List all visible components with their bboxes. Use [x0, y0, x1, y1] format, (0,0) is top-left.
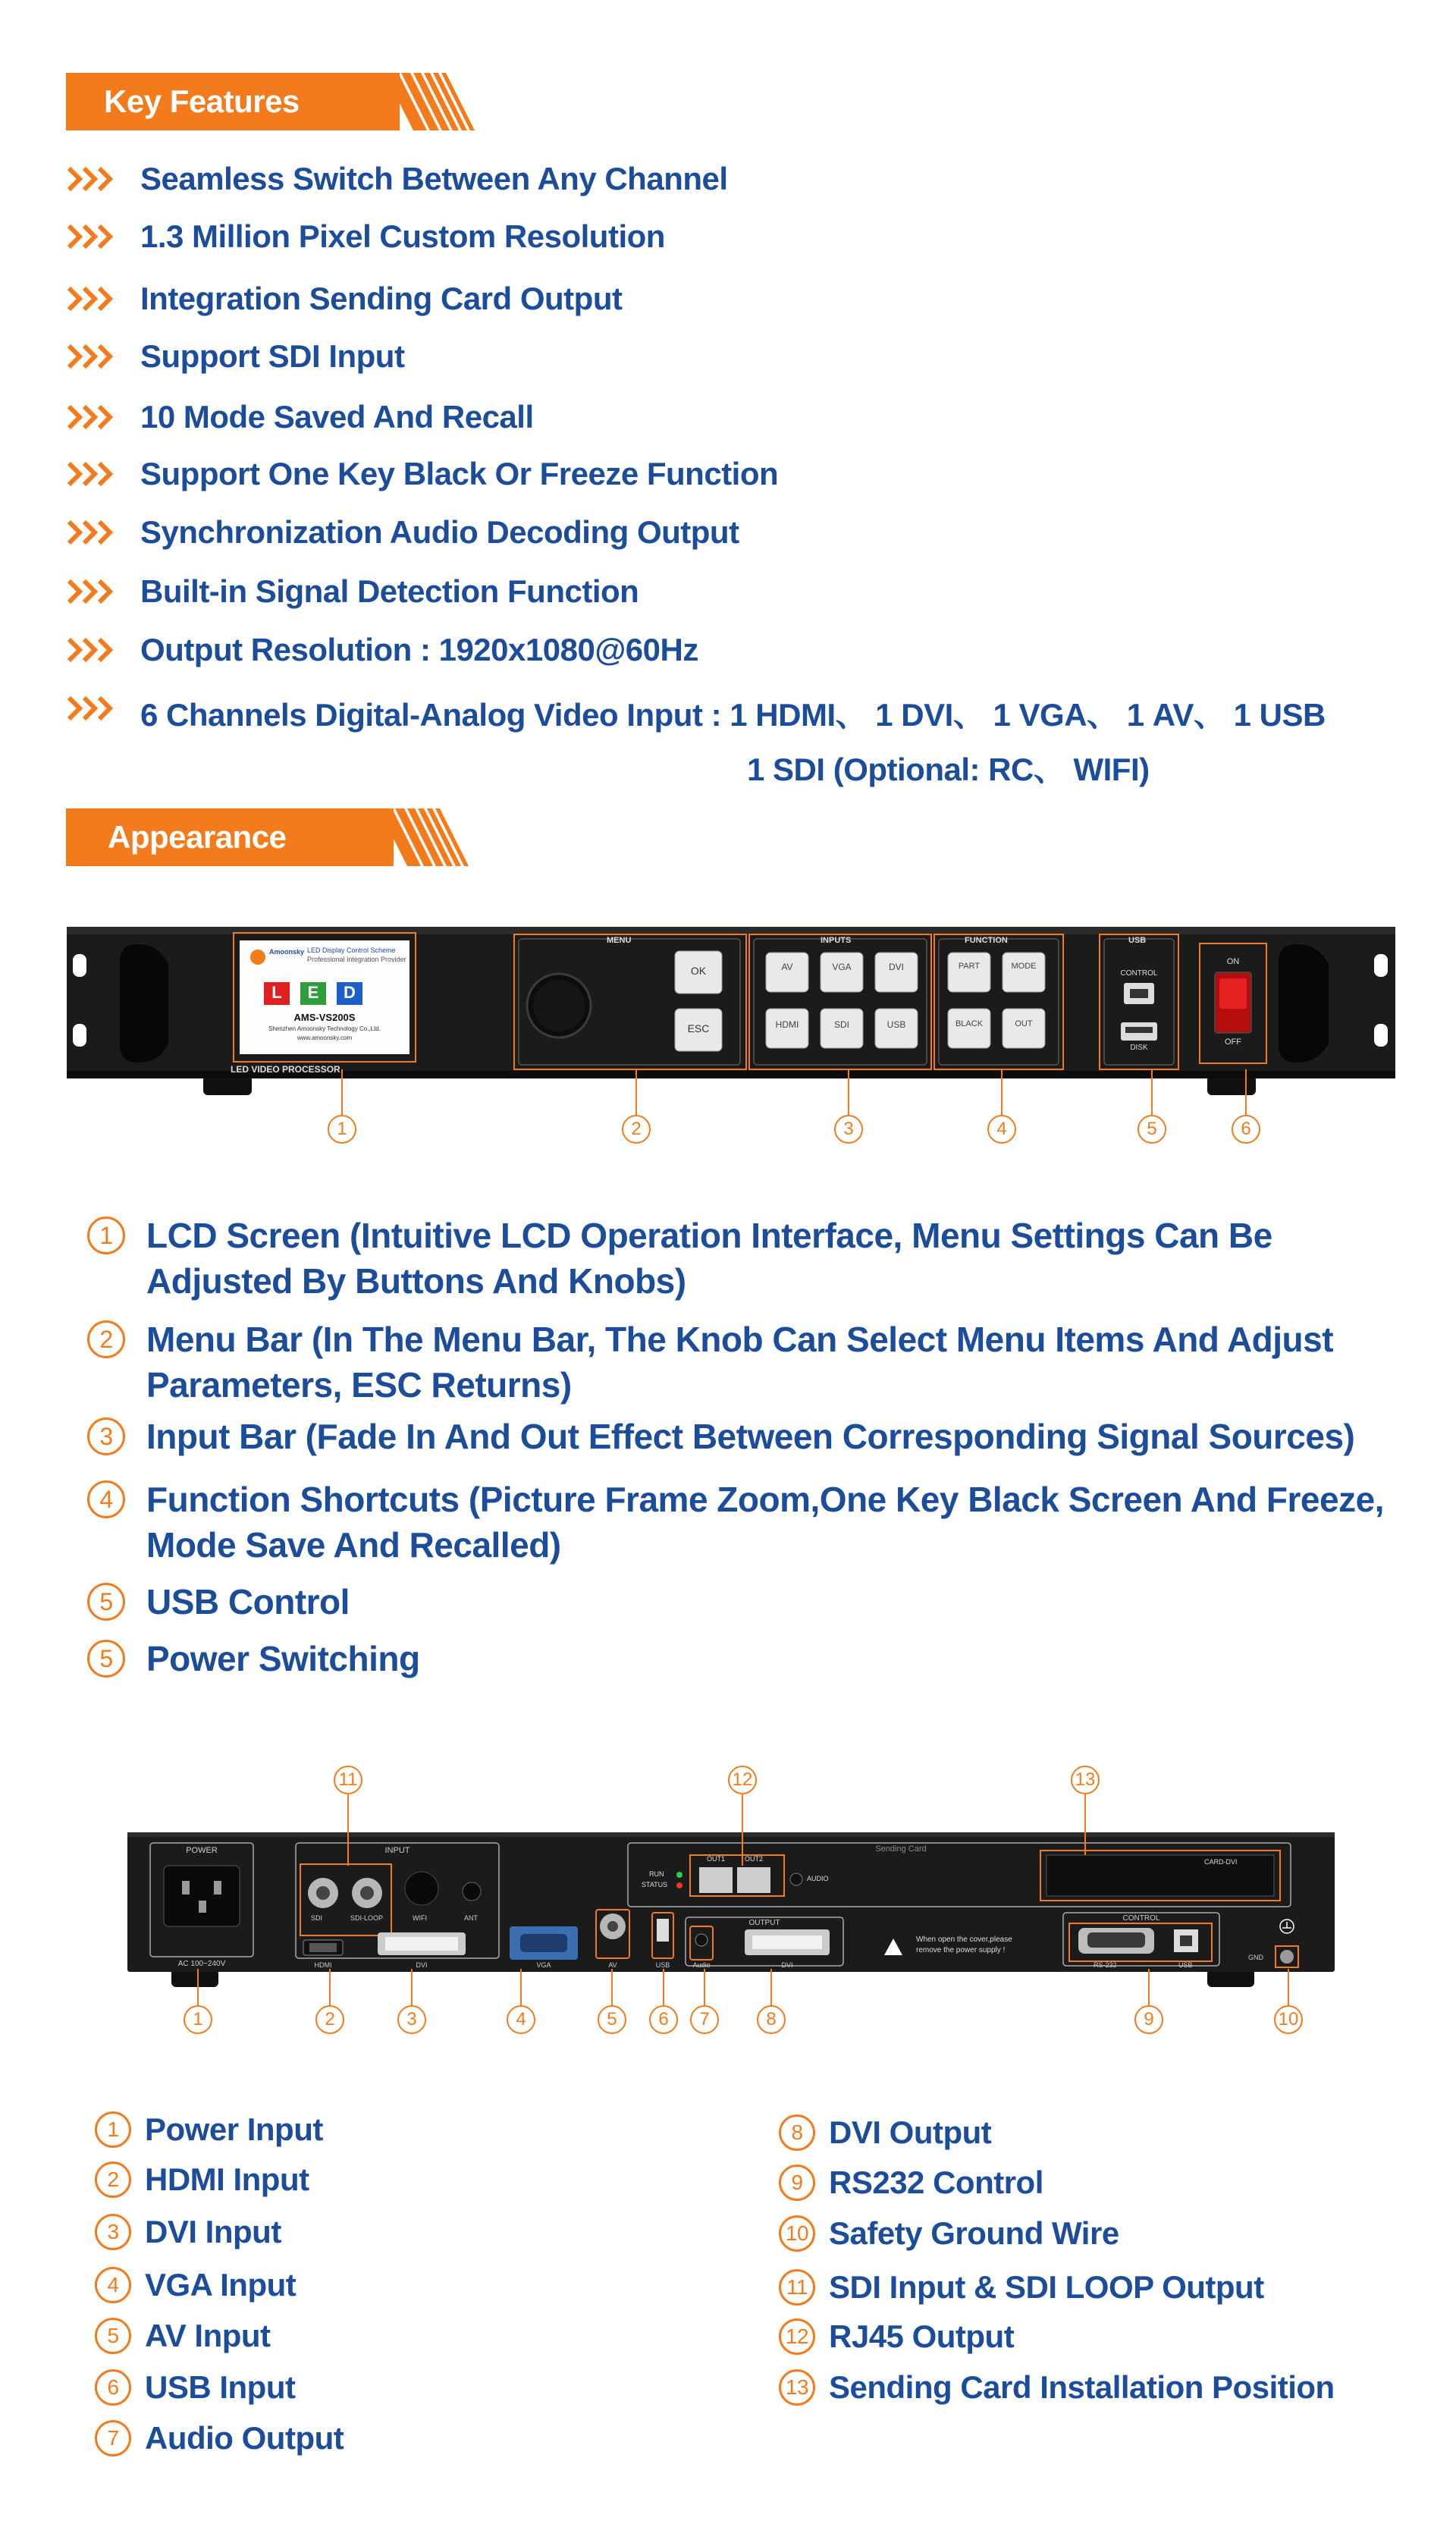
chevron-right-icon: [66, 519, 116, 546]
ok-key[interactable]: OK: [690, 965, 707, 977]
chevron-right-icon: [66, 695, 116, 722]
legend-text: SDI Input & SDI LOOP Output: [829, 2269, 1264, 2305]
header-stripes: [384, 73, 521, 130]
callout-7: 7: [690, 2005, 719, 2034]
legend-line1: LCD Screen (Intuitive LCD Operation Interface, Menu Settings Can Be: [146, 1216, 1272, 1255]
rear-sending-card: Sending Card: [875, 1844, 927, 1854]
lcd-web: www.amoonsky.com: [297, 1034, 353, 1041]
legend-text: USB Input: [145, 2369, 296, 2405]
legend-number: 5: [87, 1640, 125, 1678]
callout-5: 5: [1138, 1115, 1166, 1144]
rear-panel: [0, 1744, 1456, 2063]
callout-leader: [635, 1069, 637, 1116]
input-key-sdi[interactable]: SDI: [833, 1019, 849, 1030]
legend-number: 1: [95, 2111, 131, 2148]
header-stripes: [378, 808, 515, 866]
rear-av: AV: [608, 1961, 617, 1969]
legend-number: 3: [87, 1417, 125, 1455]
function-key-mode[interactable]: MODE: [1011, 962, 1037, 971]
callout-1: 1: [184, 2005, 212, 2034]
rear-warning-1: When open the cover,please: [916, 1935, 1012, 1944]
menu-label: MENU: [607, 936, 632, 945]
legend-text: DVI Output: [829, 2114, 992, 2150]
legend-number: 6: [95, 2369, 131, 2406]
chevron-right-icon: [66, 165, 116, 193]
legend-line1: Function Shortcuts (Picture Frame Zoom,One Key Black Screen And Freeze,: [146, 1480, 1384, 1519]
rear-input-label: INPUT: [384, 1846, 410, 1855]
key-features-header: [66, 73, 445, 130]
callout-5: 5: [598, 2005, 626, 2034]
callout-leader: [520, 1969, 522, 2007]
legend-number: 8: [779, 2114, 815, 2151]
legend-number: 7: [95, 2420, 131, 2457]
callout-leader: [1084, 1794, 1086, 1855]
rear-legend-item: [95, 2264, 626, 2309]
key-features-title: Key Features: [104, 83, 300, 119]
function-key-black[interactable]: BLACK: [955, 1019, 984, 1028]
callout-leader: [611, 1969, 613, 2007]
rear-rs232: RS-232: [1094, 1961, 1117, 1969]
feature-text: Integration Sending Card Output: [140, 281, 623, 316]
callout-6: 6: [649, 2005, 678, 2034]
function-key-part[interactable]: PART: [958, 962, 981, 971]
rear-legend-item: [779, 2161, 1431, 2207]
callout-12: 12: [728, 1766, 757, 1794]
callout-2: 2: [315, 2005, 344, 2034]
input-key-hdmi[interactable]: HDMI: [775, 1019, 799, 1030]
callout-11: 11: [334, 1766, 362, 1794]
feature-text: Synchronization Audio Decoding Output: [140, 514, 739, 550]
processor-label: LED VIDEO PROCESSOR: [231, 1064, 340, 1075]
chevron-right-icon: [66, 578, 116, 605]
function-key-out[interactable]: OUT: [1015, 1019, 1033, 1028]
rear-sdi: SDI: [311, 1914, 323, 1922]
callout-4: 4: [507, 2005, 535, 2034]
usb-label: USB: [1128, 936, 1147, 945]
callout-leader: [341, 1069, 343, 1116]
callout-leader: [347, 1794, 349, 1866]
input-key-av[interactable]: AV: [781, 962, 793, 972]
legend-number: 5: [95, 2318, 131, 2354]
rear-legend-item: [95, 2366, 626, 2412]
legend-text: Audio Output: [145, 2420, 344, 2456]
callout-leader: [742, 1794, 743, 1866]
callout-leader: [1288, 1969, 1289, 2007]
callout-leader: [1151, 1069, 1153, 1116]
feature-text: Support One Key Black Or Freeze Function: [140, 456, 779, 491]
rear-vga: VGA: [536, 1961, 551, 1969]
front-legend-item: [87, 1317, 1437, 1408]
rear-legend-item: [779, 2111, 1431, 2157]
rear-status: STATUS: [642, 1881, 668, 1888]
callout-13: 13: [1071, 1766, 1100, 1794]
rear-audio: Audio: [692, 1961, 711, 1969]
esc-key[interactable]: ESC: [687, 1022, 710, 1034]
rear-sdi-loop: SDI-LOOP: [350, 1914, 384, 1922]
callout-leader: [1001, 1069, 1003, 1116]
legend-line1: Power Switching: [146, 1639, 420, 1678]
rear-out1: OUT1: [707, 1855, 726, 1863]
legend-number: 4: [95, 2267, 131, 2303]
lcd-brand: Amoonsky: [269, 948, 305, 956]
input-key-vga[interactable]: VGA: [832, 962, 852, 972]
legend-number: 2: [87, 1320, 125, 1358]
legend-number: 9: [779, 2165, 815, 2201]
legend-text: Power Input: [145, 2111, 323, 2147]
legend-number: 5: [87, 1583, 125, 1621]
rear-legend-item: [95, 2108, 626, 2154]
lcd-letter-d: D: [344, 983, 356, 1002]
legend-number: 1: [87, 1216, 125, 1254]
legend-text: VGA Input: [145, 2267, 297, 2303]
callout-leader: [1245, 1069, 1247, 1116]
lcd-letter-e: E: [307, 983, 319, 1002]
lcd-model: AMS-VS200S: [293, 1012, 356, 1023]
appearance-title: Appearance: [108, 819, 287, 855]
callout-leader: [770, 1969, 772, 2007]
feature-text: 1.3 Million Pixel Custom Resolution: [140, 218, 665, 254]
legend-line2: Mode Save And Recalled): [146, 1525, 561, 1565]
legend-line2: Adjusted By Buttons And Knobs): [146, 1261, 686, 1301]
chevron-right-icon: [66, 285, 116, 312]
legend-line2: Parameters, ESC Returns): [146, 1365, 572, 1405]
front-legend-item: [87, 1477, 1437, 1568]
legend-number: 3: [95, 2214, 131, 2250]
rear-ant: ANT: [464, 1914, 478, 1922]
feature-text: 10 Mode Saved And Recall: [140, 399, 534, 435]
callout-leader: [197, 1969, 199, 2007]
callout-2: 2: [622, 1115, 651, 1144]
chevron-right-icon: [66, 636, 116, 664]
legend-number: 11: [779, 2269, 815, 2306]
callout-9: 9: [1134, 2005, 1163, 2034]
legend-line1: Menu Bar (In The Menu Bar, The Knob Can Select Menu Items And Adjust: [146, 1320, 1334, 1359]
rear-power-label: POWER: [186, 1846, 218, 1855]
rear-power-range: AC 100~240V: [177, 1960, 226, 1968]
callout-leader: [1148, 1969, 1150, 2007]
rear-wifi: WIFI: [413, 1914, 427, 1922]
rear-legend-item: [95, 2417, 626, 2463]
rear-out2: OUT2: [745, 1855, 764, 1863]
rear-dvi-in: DVI: [416, 1961, 428, 1969]
legend-text: RJ45 Output: [829, 2318, 1015, 2354]
rear-card-dvi: CARD-DVI: [1204, 1858, 1238, 1866]
input-key-dvi[interactable]: DVI: [888, 962, 904, 972]
feature-text: Support SDI Input: [140, 338, 405, 374]
callout-8: 8: [757, 2005, 786, 2034]
input-key-usb[interactable]: USB: [886, 1019, 906, 1030]
legend-line1: USB Control: [146, 1582, 350, 1621]
rear-legend-item: [95, 2158, 626, 2204]
callout-3: 3: [834, 1115, 863, 1144]
rear-legend-item: [95, 2315, 626, 2360]
legend-number: 13: [779, 2369, 815, 2406]
power-off-label: OFF: [1225, 1038, 1241, 1047]
rear-hdmi: HDMI: [314, 1961, 332, 1969]
lcd-letter-l: L: [271, 983, 282, 1002]
callout-3: 3: [397, 2005, 426, 2034]
rear-audio-led: AUDIO: [807, 1875, 829, 1882]
rear-usb-ctrl: USB: [1178, 1961, 1193, 1969]
callout-1: 1: [328, 1115, 356, 1144]
callout-6: 6: [1232, 1115, 1260, 1144]
front-legend-item: [87, 1213, 1437, 1304]
callout-leader: [848, 1069, 849, 1116]
lcd-tagline1: LED Display Control Scheme: [307, 946, 396, 954]
rear-gnd: GND: [1248, 1954, 1263, 1961]
legend-text: RS232 Control: [829, 2165, 1043, 2200]
lcd-tagline2: Professional Integration Provider: [307, 956, 406, 963]
rear-legend-item: [779, 2212, 1431, 2258]
chevron-right-icon: [66, 403, 116, 431]
callout-leader: [704, 1969, 705, 2007]
front-legend-item: [87, 1637, 1437, 1728]
usb-disk-label: DISK: [1130, 1044, 1148, 1052]
usb-control-label: CONTROL: [1120, 969, 1158, 978]
rear-legend-item: [779, 2315, 1431, 2361]
feature-text: 6 Channels Digital-Analog Video Input : 1 HDMI、 1 DVI、 1 VGA、 1 AV、 1 USB: [140, 697, 1326, 733]
appearance-header: [66, 808, 445, 866]
legend-text: HDMI Input: [145, 2161, 309, 2197]
callout-10: 10: [1274, 2005, 1303, 2034]
legend-number: 12: [779, 2318, 815, 2355]
rear-dvi-out: DVI: [781, 1961, 793, 1969]
chevron-right-icon: [66, 460, 116, 488]
rear-control-label: CONTROL: [1122, 1914, 1160, 1923]
power-on-label: ON: [1226, 957, 1240, 966]
callout-leader: [663, 1969, 664, 2007]
rear-legend-item: [779, 2266, 1431, 2312]
callout-4: 4: [987, 1115, 1016, 1144]
feature-text: Built-in Signal Detection Function: [140, 573, 639, 609]
function-label: FUNCTION: [965, 936, 1008, 945]
rear-usb: USB: [655, 1961, 670, 1969]
chevron-right-icon: [66, 343, 116, 370]
legend-line1: Input Bar (Fade In And Out Effect Between Corresponding Signal Sources): [146, 1417, 1355, 1456]
rear-warning-2: remove the power supply !: [916, 1946, 1006, 1954]
callout-leader: [329, 1969, 331, 2007]
chevron-right-icon: [66, 223, 116, 250]
rear-output-label: OUTPUT: [748, 1919, 780, 1927]
rear-legend-item: [779, 2366, 1431, 2412]
inputs-label: INPUTS: [821, 936, 852, 945]
legend-number: 10: [779, 2215, 815, 2252]
legend-text: AV Input: [145, 2318, 271, 2353]
legend-text: DVI Input: [145, 2214, 281, 2249]
legend-number: 2: [95, 2161, 131, 2198]
legend-number: 4: [87, 1480, 125, 1518]
feature-text: Output Resolution : 1920x1080@60Hz: [140, 632, 698, 667]
feature-text: Seamless Switch Between Any Channel: [140, 161, 728, 196]
rear-run: RUN: [649, 1870, 664, 1878]
legend-text: Safety Ground Wire: [829, 2215, 1119, 2251]
legend-text: Sending Card Installation Position: [829, 2369, 1335, 2405]
callout-leader: [411, 1969, 413, 2007]
lcd-company: Shenzhen Amoonsky Technology Co.,Ltd.: [268, 1025, 381, 1032]
rear-legend-item: [95, 2211, 626, 2256]
